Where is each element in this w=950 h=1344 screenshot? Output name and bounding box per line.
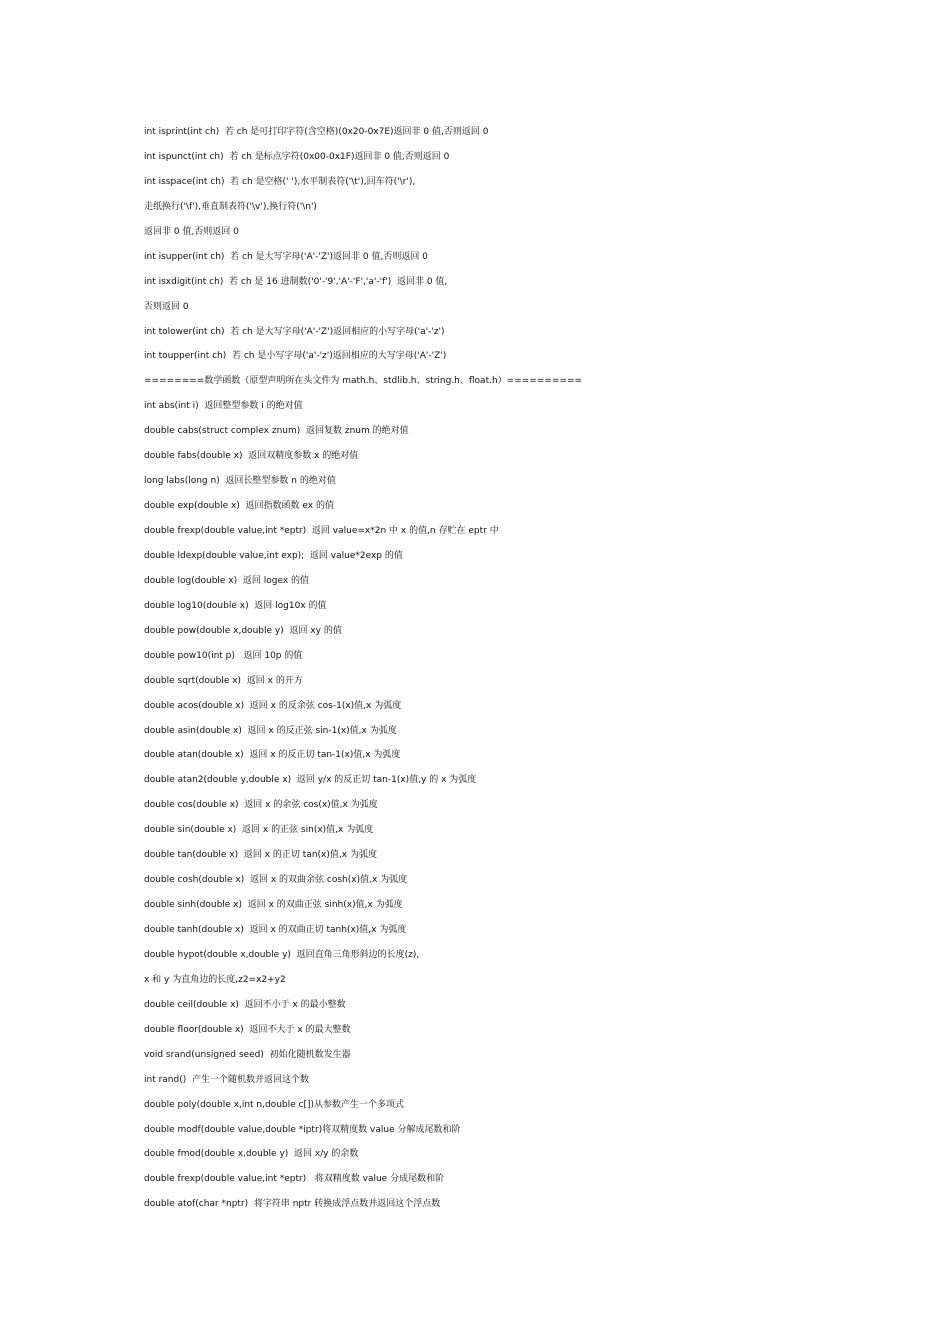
text-line: int tolower(int ch) 若 ch 是大写字母('A'-'Z')返回相应的小写字母('a'-'z')	[144, 326, 445, 337]
text-line: double fmod(double x,double y) 返回 x/y 的余数	[144, 1149, 359, 1160]
text-line: double pow10(int p) 返回 10p 的值	[144, 650, 303, 661]
text-line: int toupper(int ch) 若 ch 是小写字母('a'-'z')返回相应的大写字母('A'-'Z')	[144, 351, 447, 362]
text-line: double cosh(double x) 返回 x 的双曲余弦 cosh(x)值,x 为弧度	[144, 875, 408, 886]
text-line: double log(double x) 返回 logex 的值	[144, 575, 310, 586]
text-line: ========数学函数（原型声明所在头文件为 math.h、stdlib.h、string.h、float.h）==========	[144, 376, 583, 387]
text-line: int rand() 产生一个随机数并返回这个数	[144, 1074, 309, 1085]
text-line: double ceil(double x) 返回不小于 x 的最小整数	[144, 999, 346, 1010]
text-line: double frexp(double value,int *eptr) 返回 value=x*2n 中 x 的值,n 存贮在 eptr 中	[144, 526, 499, 536]
text-line: double hypot(double x,double y) 返回直角三角形斜边的长度(z),	[144, 949, 420, 960]
text-line: double poly(double x,int n,double c[])从参数产生一个多项式	[144, 1099, 404, 1110]
text-line: double asin(double x) 返回 x 的反正弦 sin-1(x)值,x 为弧度	[144, 725, 397, 736]
text-line: double frexp(double value,int *eptr) 将双精度数 value 分成尾数和阶	[144, 1174, 445, 1185]
text-line: int abs(int i) 返回整型参数 i 的绝对值	[144, 401, 303, 412]
text-line: double log10(double x) 返回 log10x 的值	[144, 600, 327, 611]
text-line: double sinh(double x) 返回 x 的双曲正弦 sinh(x)值,x 为弧度	[144, 900, 403, 911]
text-line: double atan(double x) 返回 x 的反正切 tan-1(x)值,x 为弧度	[144, 750, 401, 761]
text-line: double tan(double x) 返回 x 的正切 tan(x)值,x 为弧度	[144, 850, 377, 861]
text-line: double cos(double x) 返回 x 的余弦 cos(x)值,x 为弧度	[144, 800, 378, 811]
text-line: double cabs(struct complex znum) 返回复数 znum 的绝对值	[144, 426, 409, 437]
text-line: 否则返回 0	[144, 301, 189, 312]
text-line: double sin(double x) 返回 x 的正弦 sin(x)值,x 为弧度	[144, 825, 374, 836]
document-body	[144, 126, 904, 1223]
text-line: int ispunct(int ch) 若 ch 是标点字符(0x00-0x1F)返回非 0 值,否则返回 0	[144, 151, 450, 162]
text-line: double atan2(double y,double x) 返回 y/x 的反正切 tan-1(x)值,y 的 x 为弧度	[144, 775, 477, 786]
text-line: double sqrt(double x) 返回 x 的开方	[144, 675, 303, 686]
text-line: long labs(long n) 返回长整型参数 n 的绝对值	[144, 476, 336, 487]
text-line: double acos(double x) 返回 x 的反余弦 cos-1(x)值,x 为弧度	[144, 700, 402, 711]
text-line: x 和 y 为直角边的长度,z2=x2+y2	[144, 974, 286, 985]
text-line: double ldexp(double value,int exp); 返回 value*2exp 的值	[144, 550, 403, 561]
text-line: int isxdigit(int ch) 若 ch 是 16 进制数('0'-'9','A'-'F','a'-'f') 返回非 0 值,	[144, 276, 448, 287]
text-line: double modf(double value,double *iptr)将双精度数 value 分解成尾数和阶	[144, 1124, 461, 1135]
text-line: double fabs(double x) 返回双精度参数 x 的绝对值	[144, 451, 359, 462]
text-line: double floor(double x) 返回不大于 x 的最大整数	[144, 1024, 351, 1035]
text-line: void srand(unsigned seed) 初始化随机数发生器	[144, 1049, 351, 1060]
text-line: double atof(char *nptr) 将字符串 nptr 转换成浮点数并返回这个浮点数	[144, 1199, 441, 1210]
text-line: double pow(double x,double y) 返回 xy 的值	[144, 625, 342, 636]
text-line: int isprint(int ch) 若 ch 是可打印字符(含空格)(0x20-0x7E)返回非 0 值,否则返回 0	[144, 127, 489, 137]
text-line: 走纸换行('\f'),垂直制表符('\v'),换行符('\n')	[144, 201, 317, 212]
text-line: double exp(double x) 返回指数函数 ex 的值	[144, 501, 334, 512]
text-line: double tanh(double x) 返回 x 的双曲正切 tanh(x)值,x 为弧度	[144, 925, 407, 935]
text-line: int isspace(int ch) 若 ch 是空格(' '),水平制表符('\t'),回车符('\r'),	[144, 176, 416, 187]
text-line: 返回非 0 值,否则返回 0	[144, 226, 239, 237]
text-line: int isupper(int ch) 若 ch 是大写字母('A'-'Z')返回非 0 值,否则返回 0	[144, 251, 428, 262]
